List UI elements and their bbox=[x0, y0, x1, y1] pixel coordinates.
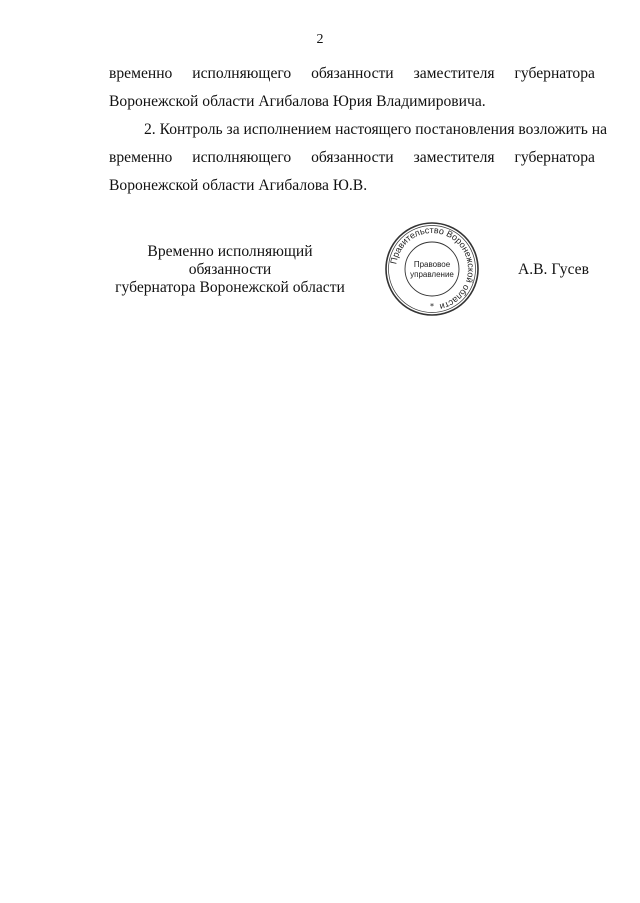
signatory-title-line-2: губернатора Воронежской области bbox=[115, 279, 345, 296]
seal-graphic bbox=[384, 221, 480, 317]
seal-star-icon: * bbox=[430, 302, 434, 311]
seal-center-line-2: управление bbox=[410, 270, 454, 279]
seal-center-line-1: Правовое bbox=[413, 260, 451, 269]
signatory-name: А.В. Гусев bbox=[518, 261, 589, 278]
word: временно bbox=[109, 149, 173, 166]
signatory-title-line-1: Временно исполняющий обязанности bbox=[147, 243, 313, 278]
word: временно bbox=[109, 65, 173, 82]
word: заместителя bbox=[413, 149, 495, 166]
word: губернатора bbox=[514, 65, 595, 82]
word: обязанности bbox=[311, 65, 394, 82]
word: исполняющего bbox=[192, 65, 292, 82]
seal-center-ring bbox=[405, 242, 459, 296]
document-body bbox=[109, 60, 608, 200]
page-number: 2 bbox=[316, 32, 324, 47]
seal-ring-text: Правительство Воронежской области bbox=[388, 224, 477, 313]
paragraph-2-line-3: Воронежской области Агибалова Ю.В. bbox=[109, 177, 368, 194]
official-seal bbox=[384, 221, 480, 317]
paragraph-1-line-2: Воронежской области Агибалова Юрия Владимировича. bbox=[109, 93, 486, 110]
paragraph-2-line-2 bbox=[109, 144, 595, 172]
paragraph-2-line-1: 2. Контроль за исполнением настоящего постановления возложить на bbox=[144, 121, 608, 138]
paragraph-1-line-1 bbox=[109, 60, 595, 88]
signatory-title bbox=[105, 243, 355, 297]
word: обязанности bbox=[311, 149, 394, 166]
word: губернатора bbox=[514, 149, 595, 166]
word: исполняющего bbox=[192, 149, 292, 166]
word: заместителя bbox=[413, 65, 495, 82]
